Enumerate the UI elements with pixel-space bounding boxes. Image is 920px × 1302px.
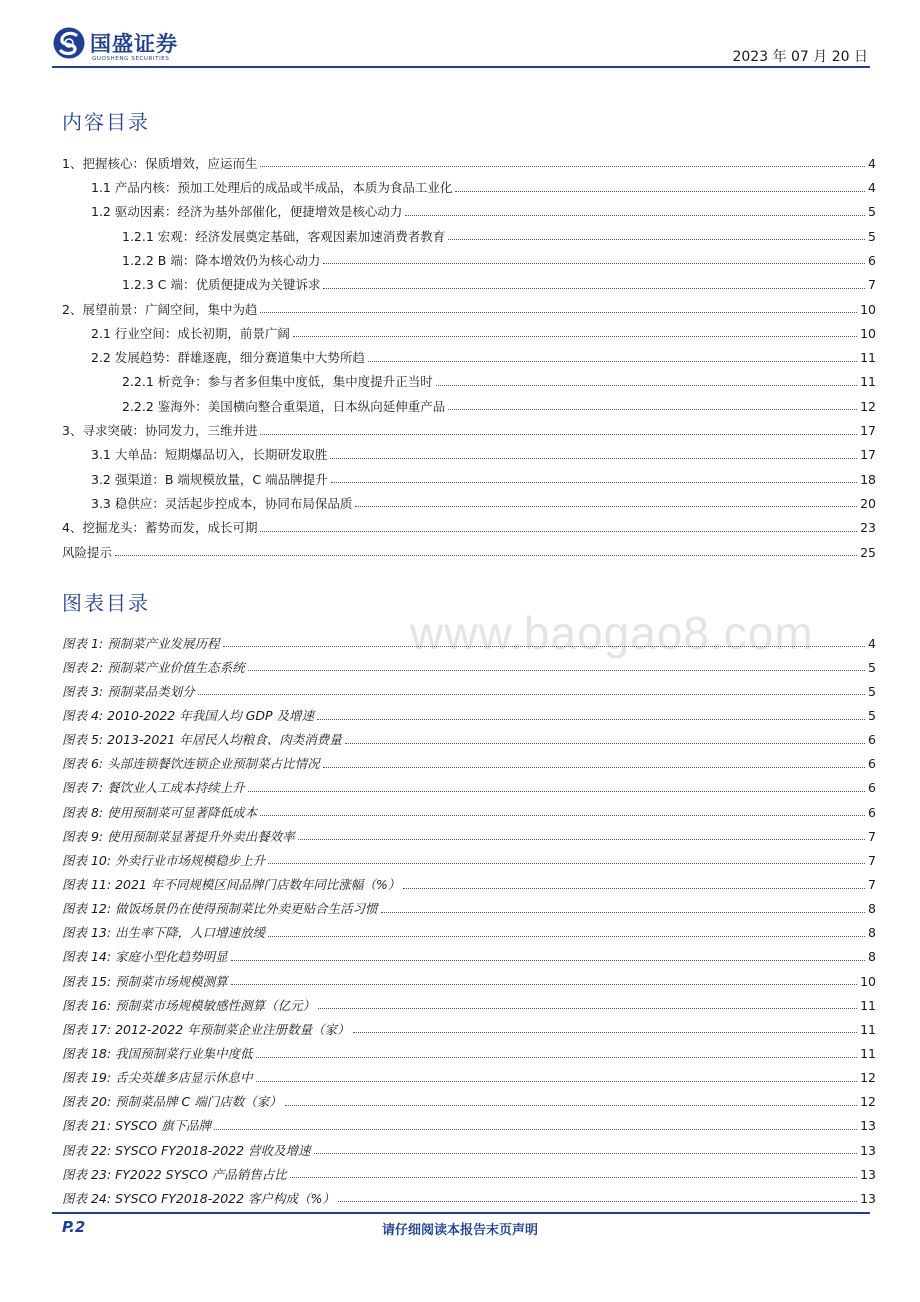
- page-header: [0, 0, 920, 80]
- figure-entry-page: 5: [868, 659, 876, 675]
- toc-entry-page: 7: [868, 277, 876, 293]
- dot-leader: [323, 767, 865, 768]
- figure-entry-label: 图表 4: 2010-2022 年我国人均 GDP 及增速: [62, 708, 315, 724]
- report-date: 2023 年 07 月 20 日: [732, 49, 868, 65]
- toc-entry-label: 1、把握核心：保质增效，应运而生: [62, 155, 258, 171]
- figure-entry-page: 8: [868, 949, 876, 965]
- toc-entry[interactable]: [62, 195, 876, 219]
- toc-list: [62, 146, 876, 559]
- dot-leader: [256, 1057, 858, 1058]
- dot-leader: [260, 312, 857, 313]
- figure-entry-page: 6: [868, 780, 876, 796]
- figure-entry-label: 图表 2: 预制菜产业价值生态系统: [62, 659, 245, 675]
- figure-entry-label: 图表 16: 预制菜市场规模敏感性测算（亿元）: [62, 997, 316, 1013]
- figure-entry-label: 图表 21: SYSCO 旗下品牌: [62, 1118, 212, 1134]
- figures-title: 图表目录: [62, 591, 150, 615]
- figure-entry-page: 8: [868, 901, 876, 917]
- figure-entry[interactable]: [62, 892, 876, 916]
- toc-entry-label: 4、挖掘龙头：蓄势而发，成长可期: [62, 520, 258, 536]
- figure-entry-page: 5: [868, 708, 876, 724]
- toc-entry[interactable]: [62, 219, 876, 243]
- figure-entry[interactable]: [62, 1133, 876, 1157]
- dot-leader: [436, 385, 857, 386]
- toc-entry-page: 5: [868, 204, 876, 220]
- toc-entry[interactable]: [62, 486, 876, 510]
- figure-entry-page: 4: [868, 635, 876, 651]
- figure-entry-label: 图表 15: 预制菜市场规模测算: [62, 973, 228, 989]
- dot-leader: [268, 936, 865, 937]
- figure-entry-page: 8: [868, 925, 876, 941]
- dot-leader: [248, 670, 865, 671]
- toc-entry-label: 2.2 发展趋势：群雄逐鹿，细分赛道集中大势所趋: [91, 350, 365, 366]
- figure-entry[interactable]: [62, 1181, 876, 1205]
- figure-entry[interactable]: [62, 1036, 876, 1060]
- toc-entry-label: 3.2 强渠道：B 端规模放量，C 端品牌提升: [91, 471, 328, 487]
- guosheng-logo: [52, 26, 222, 66]
- dot-leader: [231, 960, 865, 961]
- dot-leader: [331, 482, 857, 483]
- dot-leader: [330, 458, 857, 459]
- figure-entry-page: 11: [860, 1021, 876, 1037]
- figure-entry[interactable]: [62, 1157, 876, 1181]
- toc-entry[interactable]: [62, 340, 876, 364]
- figure-entry-page: 6: [868, 804, 876, 820]
- dot-leader: [248, 791, 865, 792]
- figure-entry-label: 图表 9: 使用预制菜显著提升外卖出餐效率: [62, 828, 295, 844]
- toc-entry-label: 1.2.3 C 端：优质便捷成为关键诉求: [122, 277, 321, 293]
- figure-entry[interactable]: [62, 964, 876, 988]
- figure-entry-label: 图表 3: 预制菜品类划分: [62, 683, 195, 699]
- toc-entry[interactable]: [62, 170, 876, 194]
- dot-leader: [298, 839, 865, 840]
- figure-entry-page: 11: [860, 1046, 876, 1062]
- footer-disclaimer: 请仔细阅读本报告末页声明: [381, 1223, 538, 1238]
- toc-entry[interactable]: [62, 535, 876, 559]
- figure-entry[interactable]: [62, 698, 876, 722]
- dot-leader: [403, 888, 865, 889]
- dot-leader: [293, 336, 857, 337]
- header-divider: [52, 66, 870, 68]
- dot-leader: [285, 1105, 857, 1106]
- toc-entry[interactable]: [62, 146, 876, 170]
- figure-entry-page: 7: [868, 828, 876, 844]
- dot-leader: [323, 263, 865, 264]
- toc-entry-label: 风险提示: [62, 544, 113, 560]
- toc-title: 内容目录: [62, 110, 150, 134]
- toc-entry[interactable]: [62, 316, 876, 340]
- toc-entry-label: 2.1 行业空间：成长初期，前景广阔: [91, 325, 290, 341]
- toc-entry-page: 11: [860, 350, 876, 366]
- dot-leader: [223, 646, 865, 647]
- toc-entry-page: 12: [860, 398, 876, 414]
- dot-leader: [368, 361, 857, 362]
- figure-entry-page: 13: [860, 1166, 876, 1182]
- dot-leader: [355, 506, 857, 507]
- dot-leader: [260, 815, 865, 816]
- dot-leader: [405, 215, 865, 216]
- dot-leader: [290, 1177, 857, 1178]
- figure-entry-page: 13: [860, 1118, 876, 1134]
- toc-entry-label: 1.2.2 B 端：降本增效仍为核心动力: [122, 252, 321, 268]
- figure-entry[interactable]: [62, 843, 876, 867]
- toc-entry-page: 6: [868, 252, 876, 268]
- figure-entry-label: 图表 19: 舌尖英雄多店显示休息中: [62, 1070, 253, 1086]
- dot-leader: [381, 912, 865, 913]
- figure-entry-label: 图表 7: 餐饮业人工成本持续上升: [62, 780, 245, 796]
- figure-entry-page: 7: [868, 852, 876, 868]
- toc-entry-page: 23: [860, 520, 876, 536]
- figure-entry-label: 图表 23: FY2022 SYSCO 产品销售占比: [62, 1166, 287, 1182]
- toc-entry-page: 10: [860, 301, 876, 317]
- figure-entry-label: 图表 24: SYSCO FY2018-2022 客户构成（%）: [62, 1190, 335, 1206]
- figure-entry[interactable]: [62, 867, 876, 891]
- figure-entry[interactable]: [62, 1012, 876, 1036]
- toc-entry-page: 18: [860, 471, 876, 487]
- figure-entry-label: 图表 10: 外卖行业市场规模稳步上升: [62, 852, 266, 868]
- figure-entry-label: 图表 12: 做饭场景仍在使得预制菜比外卖更贴合生活习惯: [62, 901, 378, 917]
- toc-entry-label: 2、展望前景：广阔空间，集中为趋: [62, 301, 258, 317]
- toc-entry-label: 3.1 大单品：短期爆品切入，长期研发取胜: [91, 447, 328, 463]
- figure-entry-page: 12: [860, 1070, 876, 1086]
- figure-entry[interactable]: [62, 1061, 876, 1085]
- figures-list: [62, 626, 876, 1205]
- figure-entry-label: 图表 22: SYSCO FY2018-2022 营收及增速: [62, 1142, 311, 1158]
- figure-entry[interactable]: [62, 723, 876, 747]
- dot-leader: [256, 1081, 858, 1082]
- figure-entry-label: 图表 13: 出生率下降，人口增速放缓: [62, 925, 266, 941]
- figure-entry-label: 图表 5: 2013-2021 年居民人均粮食、肉类消费量: [62, 732, 342, 748]
- toc-entry[interactable]: [62, 267, 876, 291]
- figure-entry[interactable]: [62, 674, 876, 698]
- figure-entry-label: 图表 8: 使用预制菜可显著降低成本: [62, 804, 258, 820]
- figure-entry[interactable]: [62, 771, 876, 795]
- toc-entry[interactable]: [62, 292, 876, 316]
- dot-leader: [448, 409, 857, 410]
- toc-entry-label: 3.3 稳供应：灵活起步控成本，协同布局保品质: [91, 495, 353, 511]
- toc-entry-label: 1.1 产品内核：预加工处理后的成品或半成品，本质为食品工业化: [91, 180, 453, 196]
- dot-leader: [214, 1129, 857, 1130]
- toc-entry-label: 1.2.1 宏观：经济发展奠定基础，客观因素加速消费者教育: [122, 228, 446, 244]
- dot-leader: [318, 1008, 857, 1009]
- dot-leader: [338, 1201, 857, 1202]
- dot-leader: [198, 694, 865, 695]
- dot-leader: [260, 434, 857, 435]
- toc-entry[interactable]: [62, 413, 876, 437]
- dot-leader: [115, 555, 857, 556]
- figure-entry-page: 5: [868, 683, 876, 699]
- figure-entry-label: 图表 18: 我国预制菜行业集中度低: [62, 1046, 253, 1062]
- toc-entry-page: 20: [860, 495, 876, 511]
- logo-text-cn: 国盛证券: [90, 32, 178, 56]
- figure-entry[interactable]: [62, 795, 876, 819]
- figure-entry[interactable]: [62, 988, 876, 1012]
- toc-entry-page: 11: [860, 374, 876, 390]
- toc-entry[interactable]: [62, 438, 876, 462]
- figure-entry[interactable]: [62, 916, 876, 940]
- dot-leader: [448, 239, 865, 240]
- footer-divider: [52, 1212, 870, 1214]
- figure-entry[interactable]: [62, 650, 876, 674]
- figure-entry-label: 图表 17: 2012-2022 年预制菜企业注册数量（家）: [62, 1021, 350, 1037]
- dot-leader: [353, 1032, 857, 1033]
- figure-entry-label: 图表 1: 预制菜产业发展历程: [62, 635, 220, 651]
- toc-entry[interactable]: [62, 389, 876, 413]
- figure-entry-page: 10: [860, 973, 876, 989]
- toc-entry-page: 5: [868, 228, 876, 244]
- logo-text-en: GUOSHENG SECURITIES: [92, 56, 170, 62]
- dot-leader: [260, 166, 865, 167]
- toc-entry-label: 2.2.1 析竞争：参与者多但集中度低，集中度提升正当时: [122, 374, 433, 390]
- figure-entry-label: 图表 11: 2021 年不同规模区间品牌门店数年同比涨幅（%）: [62, 877, 401, 893]
- toc-entry-page: 4: [868, 180, 876, 196]
- figure-entry-label: 图表 6: 头部连锁餐饮连锁企业预制菜占比情况: [62, 756, 320, 772]
- dot-leader: [268, 863, 865, 864]
- toc-entry-page: 25: [860, 544, 876, 560]
- toc-entry-label: 3、寻求突破：协同发力，三维并进: [62, 423, 258, 439]
- dot-leader: [231, 984, 858, 985]
- toc-entry[interactable]: [62, 365, 876, 389]
- page-number: P.2: [62, 1218, 86, 1236]
- figure-entry-page: 11: [860, 997, 876, 1013]
- toc-entry[interactable]: [62, 462, 876, 486]
- figure-entry[interactable]: [62, 1085, 876, 1109]
- figure-entry-page: 7: [868, 877, 876, 893]
- figure-entry-page: 13: [860, 1190, 876, 1206]
- watermark-text: www.baogao8.com: [410, 607, 814, 659]
- figure-entry[interactable]: [62, 940, 876, 964]
- dot-leader: [323, 288, 865, 289]
- figure-entry-page: 13: [860, 1142, 876, 1158]
- toc-entry-page: 10: [860, 325, 876, 341]
- dot-leader: [317, 719, 865, 720]
- figure-entry-label: 图表 14: 家庭小型化趋势明显: [62, 949, 228, 965]
- figure-entry[interactable]: [62, 819, 876, 843]
- figure-entry[interactable]: [62, 1109, 876, 1133]
- toc-entry-page: 4: [868, 155, 876, 171]
- figure-entry[interactable]: [62, 747, 876, 771]
- logo-mark-icon: [52, 26, 86, 60]
- dot-leader: [345, 743, 865, 744]
- toc-entry-page: 17: [860, 423, 876, 439]
- toc-entry-page: 17: [860, 447, 876, 463]
- dot-leader: [455, 191, 865, 192]
- figure-entry-label: 图表 20: 预制菜品牌 C 端门店数（家）: [62, 1094, 282, 1110]
- figure-entry-page: 12: [860, 1094, 876, 1110]
- toc-entry-label: 1.2 驱动因素：经济为基外部催化，便捷增效是核心动力: [91, 204, 403, 220]
- figure-entry[interactable]: [62, 626, 876, 650]
- toc-entry[interactable]: [62, 243, 876, 267]
- figure-entry-page: 6: [868, 756, 876, 772]
- dot-leader: [260, 531, 857, 532]
- toc-entry[interactable]: [62, 510, 876, 534]
- figure-entry-page: 6: [868, 732, 876, 748]
- dot-leader: [314, 1153, 858, 1154]
- toc-entry-label: 2.2.2 鉴海外：美国横向整合重渠道，日本纵向延伸重产品: [122, 398, 446, 414]
